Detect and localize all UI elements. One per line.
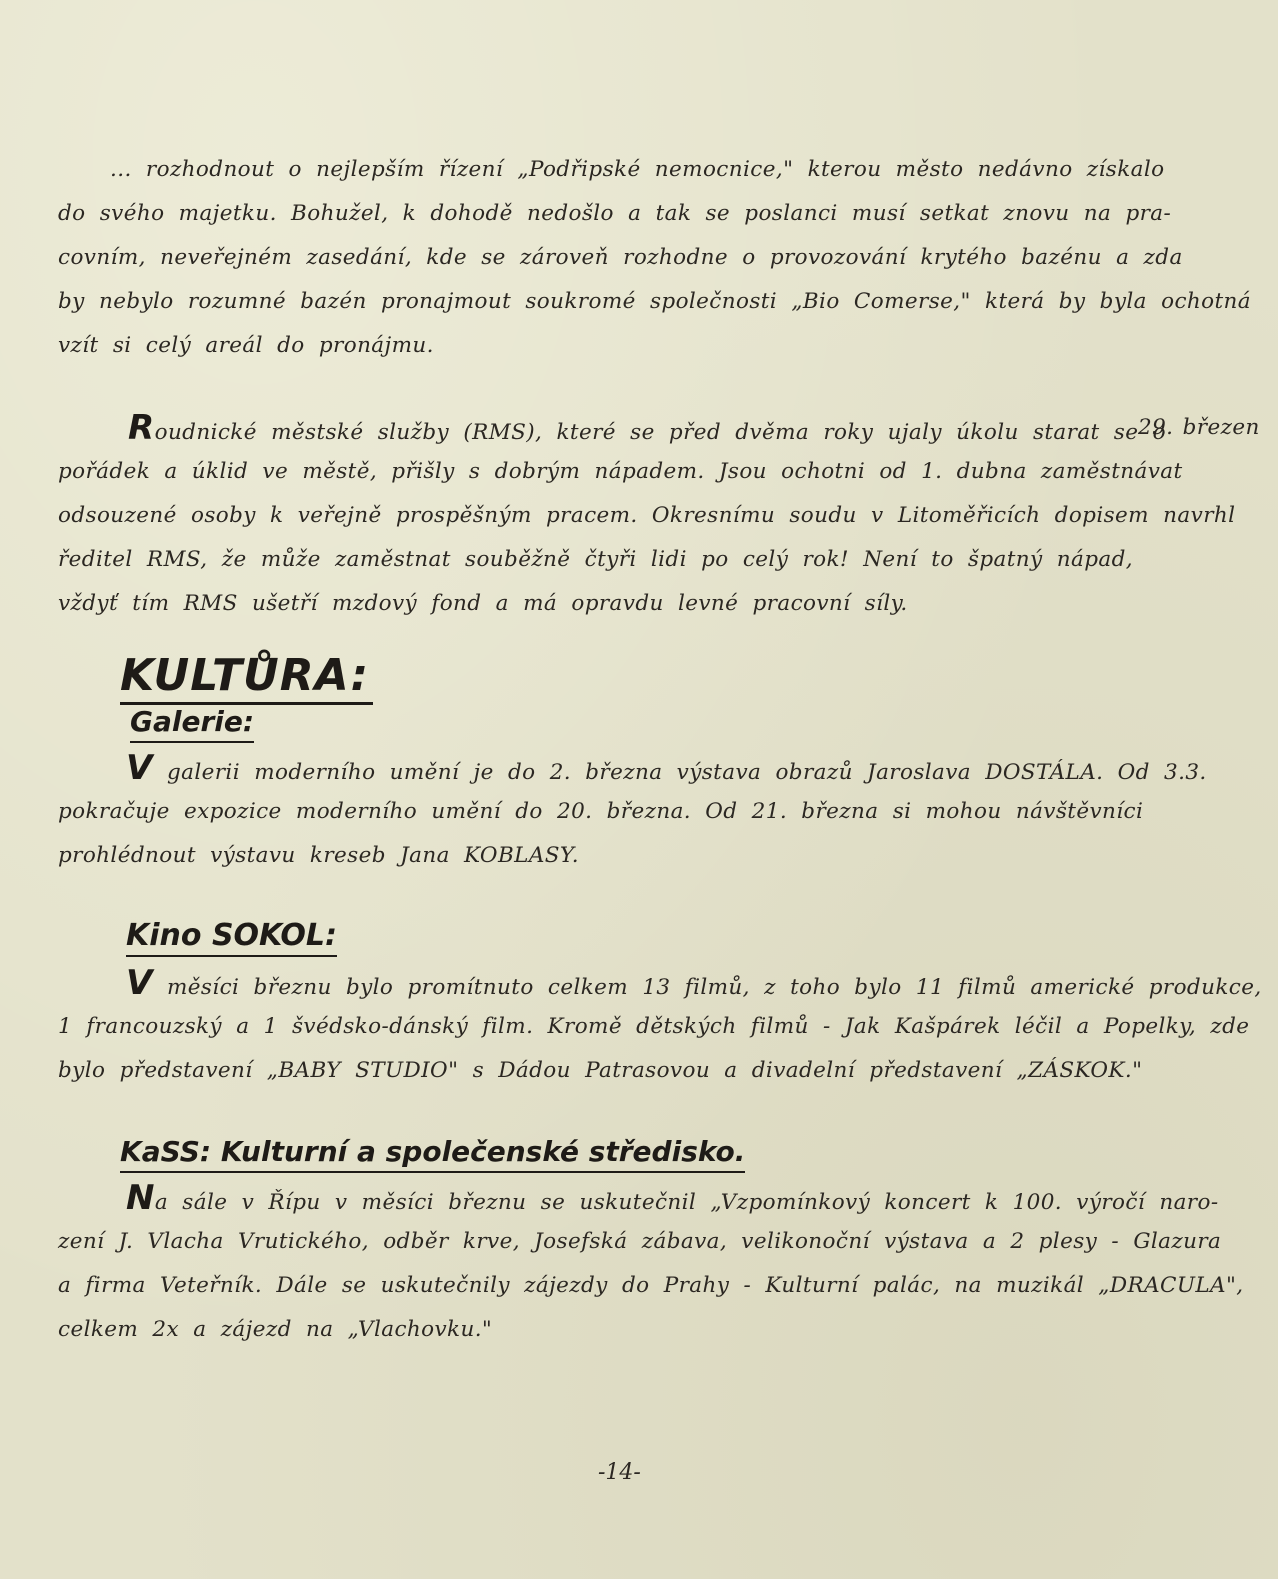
intro-line: do svého majetku. Bohužel, k dohodě nedošlo a tak se poslanci musí setkat znovu na pra- bbox=[58, 201, 1172, 226]
kass-paragraph bbox=[58, 1176, 1244, 1352]
rms-line: vždyť tím RMS ušetří mzdový fond a má opravdu levné pracovní síly. bbox=[58, 591, 908, 616]
kass-dropcap: N bbox=[126, 1178, 155, 1218]
rms-line: pořádek a úklid ve městě, přišly s dobrým nápadem. Jsou ochotni od 1. dubna zaměstnávat bbox=[58, 459, 1183, 484]
galerie-heading: Galerie: bbox=[130, 703, 254, 743]
kino-heading: Kino SOKOL: bbox=[126, 917, 337, 957]
rms-line: odsouzené osoby k veřejně prospěšným pracem. Okresnímu soudu v Litoměřicích dopisem navrhl bbox=[58, 503, 1236, 528]
kino-dropcap: V bbox=[126, 963, 153, 1003]
intro-line: ... rozhodnout o nejlepším řízení „Podřipské nemocnice," kterou město nedávno získalo bbox=[110, 157, 1165, 182]
galerie-line: pokračuje expozice moderního umění do 20. března. Od 21. března si mohou návštěvníci bbox=[58, 799, 1144, 824]
kino-line: bylo představení „BABY STUDIO" s Dádou Patrasovou a divadelní představení „ZÁSKOK." bbox=[58, 1058, 1143, 1083]
intro-line: by nebylo rozumné bazén pronajmout soukromé společnosti „Bio Comerse," která by byla ochotná bbox=[58, 289, 1251, 314]
kass-line bbox=[58, 1176, 1219, 1220]
kino-line: 1 francouzský a 1 švédsko-dánský film. Kromě dětských filmů - Jak Kašpárek léčil a Popelky, zde bbox=[58, 1014, 1250, 1039]
kino-line-text: měsíci březnu bylo promítnuto celkem 13 filmů, z toho bylo 11 filmů americké produkce, bbox=[152, 975, 1262, 1000]
intro-line: vzít si celý areál do pronájmu. bbox=[58, 333, 434, 358]
intro-paragraph bbox=[58, 148, 1251, 368]
rms-line: ředitel RMS, že může zaměstnat souběžně čtyři lidi po celý rok! Není to špatný nápad, bbox=[58, 547, 1134, 572]
kass-line: zení J. Vlacha Vrutického, odběr krve, Josefská zábava, velikonoční výstava a 2 plesy - Glazura bbox=[58, 1229, 1222, 1254]
rms-dropcap: R bbox=[128, 408, 155, 448]
galerie-line-text: galerii moderního umění je do 2. března výstava obrazů Jaroslava DOSTÁLA. Od 3.3. bbox=[152, 760, 1207, 785]
kass-line-text: a sále v Řípu v měsíci březnu se uskutečnil „Vzpomínkový koncert k 100. výročí naro- bbox=[154, 1190, 1219, 1215]
galerie-dropcap: V bbox=[126, 748, 153, 788]
kino-paragraph bbox=[58, 961, 1262, 1093]
kultura-heading: KULTŮRA: bbox=[120, 650, 373, 705]
kass-heading: KaSS: Kulturní a společenské středisko. bbox=[120, 1133, 745, 1173]
kass-line: celkem 2x a zájezd na „Vlachovku." bbox=[58, 1317, 493, 1342]
rms-line-text: oudnické městské služby (RMS), které se před dvěma roky ujaly úkolu starat se o bbox=[154, 420, 1166, 445]
kino-line bbox=[58, 961, 1262, 1005]
galerie-line bbox=[58, 746, 1207, 790]
intro-line: covním, neveřejném zasedání, kde se zároveň rozhodne o provozování krytého bazénu a zda bbox=[58, 245, 1183, 270]
rms-margin-note: 29. březen bbox=[1138, 415, 1260, 440]
galerie-paragraph bbox=[58, 746, 1207, 878]
galerie-line: prohlédnout výstavu kreseb Jana KOBLASY. bbox=[58, 843, 579, 868]
rms-line bbox=[58, 406, 1166, 450]
page-number: -14- bbox=[598, 1460, 641, 1485]
kass-line: a firma Veteřník. Dále se uskutečnily zájezdy do Prahy - Kulturní palác, na muzikál „DRACULA", bbox=[58, 1273, 1244, 1298]
